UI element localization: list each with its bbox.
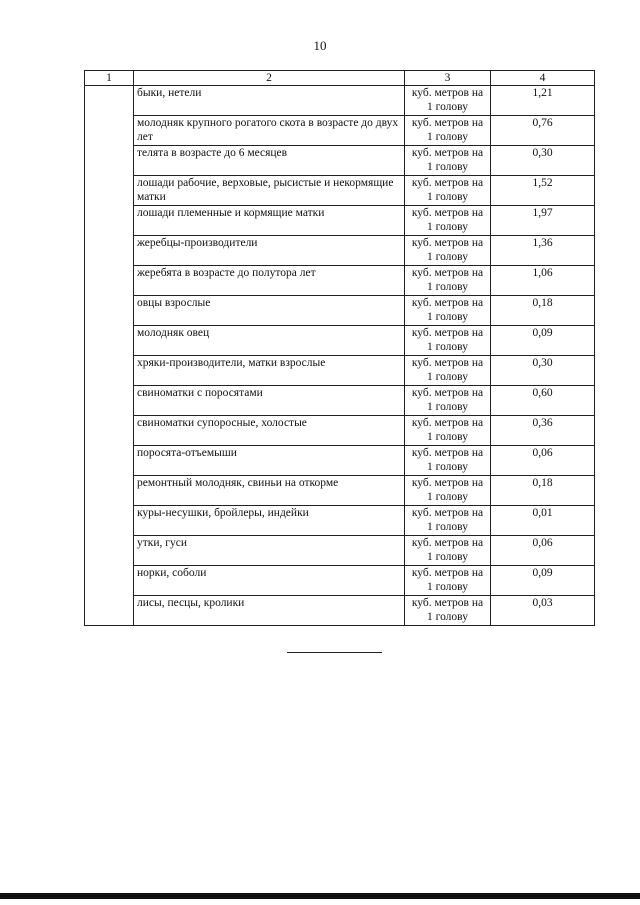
unit-line-1: куб. метров на: [411, 327, 484, 339]
norms-table: [84, 70, 595, 626]
row-number-cell: [85, 86, 134, 626]
table-header-row: [85, 71, 595, 86]
value-cell: 0,36: [491, 416, 595, 446]
unit-cell: [405, 146, 491, 176]
value-cell: 0,06: [491, 446, 595, 476]
unit-cell: [405, 86, 491, 116]
unit-line-2: 1 голову: [427, 431, 468, 443]
animal-name-cell: куры-несушки, бройлеры, индейки: [134, 506, 405, 536]
value-cell: 1,97: [491, 206, 595, 236]
unit-cell: [405, 326, 491, 356]
unit-line-2: 1 голову: [427, 521, 468, 533]
value-cell: 1,52: [491, 176, 595, 206]
unit-line-2: 1 голову: [427, 611, 468, 623]
unit-line-2: 1 голову: [427, 161, 468, 173]
header-col-2: 2: [134, 71, 405, 86]
unit-cell: [405, 566, 491, 596]
animal-name-cell: лисы, песцы, кролики: [134, 596, 405, 626]
unit-cell: [405, 386, 491, 416]
table-row: [85, 356, 595, 386]
animal-name-cell: хряки-производители, матки взрослые: [134, 356, 405, 386]
animal-name-cell: ремонтный молодняк, свиньи на откорме: [134, 476, 405, 506]
table-row: [85, 296, 595, 326]
animal-name-cell: жеребцы-производители: [134, 236, 405, 266]
animal-name-cell: свиноматки с поросятами: [134, 386, 405, 416]
table-row: [85, 86, 595, 116]
value-cell: 0,30: [491, 146, 595, 176]
unit-line-1: куб. метров на: [411, 177, 484, 189]
unit-line-1: куб. метров на: [411, 207, 484, 219]
unit-line-2: 1 голову: [427, 581, 468, 593]
unit-line-1: куб. метров на: [411, 147, 484, 159]
animal-name-cell: утки, гуси: [134, 536, 405, 566]
animal-name-cell: жеребята в возрасте до полутора лет: [134, 266, 405, 296]
header-col-4: 4: [491, 71, 595, 86]
value-cell: 0,01: [491, 506, 595, 536]
unit-cell: [405, 416, 491, 446]
value-cell: 0,03: [491, 596, 595, 626]
animal-name-cell: молодняк овец: [134, 326, 405, 356]
unit-line-1: куб. метров на: [411, 387, 484, 399]
unit-cell: [405, 266, 491, 296]
table-row: [85, 446, 595, 476]
header-col-3: 3: [405, 71, 491, 86]
value-cell: 0,09: [491, 566, 595, 596]
unit-line-2: 1 голову: [427, 491, 468, 503]
table-row: [85, 266, 595, 296]
value-cell: 0,18: [491, 296, 595, 326]
unit-cell: [405, 116, 491, 146]
table-row: [85, 146, 595, 176]
animal-name-cell: телята в возрасте до 6 месяцев: [134, 146, 405, 176]
unit-line-1: куб. метров на: [411, 477, 484, 489]
table-row: [85, 116, 595, 146]
unit-line-1: куб. метров на: [411, 567, 484, 579]
table-row: [85, 206, 595, 236]
unit-cell: [405, 596, 491, 626]
table-row: [85, 416, 595, 446]
table-row: [85, 536, 595, 566]
unit-line-2: 1 голову: [427, 101, 468, 113]
page-number: 10: [313, 38, 327, 53]
unit-line-1: куб. метров на: [411, 267, 484, 279]
unit-line-2: 1 голову: [427, 401, 468, 413]
unit-line-1: куб. метров на: [411, 447, 484, 459]
unit-line-2: 1 голову: [427, 131, 468, 143]
value-cell: 1,21: [491, 86, 595, 116]
animal-name-cell: лошади племенные и кормящие матки: [134, 206, 405, 236]
unit-cell: [405, 206, 491, 236]
unit-line-1: куб. метров на: [411, 357, 484, 369]
table-row: [85, 326, 595, 356]
unit-line-2: 1 голову: [427, 341, 468, 353]
animal-name-cell: овцы взрослые: [134, 296, 405, 326]
unit-line-2: 1 голову: [427, 551, 468, 563]
value-cell: 0,30: [491, 356, 595, 386]
table-row: [85, 176, 595, 206]
unit-line-1: куб. метров на: [411, 507, 484, 519]
unit-line-1: куб. метров на: [411, 417, 484, 429]
table-row: [85, 476, 595, 506]
table-row: [85, 596, 595, 626]
page-bottom-bar: [0, 893, 640, 899]
unit-line-1: куб. метров на: [411, 117, 484, 129]
value-cell: 1,36: [491, 236, 595, 266]
header-col-1: 1: [85, 71, 134, 86]
animal-name-cell: свиноматки супоросные, холостые: [134, 416, 405, 446]
unit-cell: [405, 476, 491, 506]
animal-name-cell: быки, нетели: [134, 86, 405, 116]
unit-line-2: 1 голову: [427, 371, 468, 383]
unit-cell: [405, 236, 491, 266]
unit-cell: [405, 356, 491, 386]
animal-name-cell: молодняк крупного рогатого скота в возрасте до двух лет: [134, 116, 405, 146]
animal-name-cell: лошади рабочие, верховые, рысистые и некормящие матки: [134, 176, 405, 206]
value-cell: 0,76: [491, 116, 595, 146]
table-row: [85, 236, 595, 266]
table-row: [85, 506, 595, 536]
unit-line-2: 1 голову: [427, 311, 468, 323]
unit-line-2: 1 голову: [427, 461, 468, 473]
unit-line-1: куб. метров на: [411, 597, 484, 609]
unit-cell: [405, 536, 491, 566]
animal-name-cell: поросята-отъемыши: [134, 446, 405, 476]
unit-line-2: 1 голову: [427, 221, 468, 233]
separator-line: [287, 652, 382, 653]
unit-cell: [405, 296, 491, 326]
unit-line-1: куб. метров на: [411, 87, 484, 99]
value-cell: 0,09: [491, 326, 595, 356]
value-cell: 0,60: [491, 386, 595, 416]
unit-line-2: 1 голову: [427, 191, 468, 203]
unit-cell: [405, 176, 491, 206]
unit-line-1: куб. метров на: [411, 537, 484, 549]
unit-line-1: куб. метров на: [411, 297, 484, 309]
table-row: [85, 386, 595, 416]
unit-cell: [405, 506, 491, 536]
unit-line-2: 1 голову: [427, 251, 468, 263]
animal-name-cell: норки, соболи: [134, 566, 405, 596]
table-row: [85, 566, 595, 596]
unit-cell: [405, 446, 491, 476]
unit-line-2: 1 голову: [427, 281, 468, 293]
value-cell: 0,06: [491, 536, 595, 566]
value-cell: 1,06: [491, 266, 595, 296]
value-cell: 0,18: [491, 476, 595, 506]
unit-line-1: куб. метров на: [411, 237, 484, 249]
